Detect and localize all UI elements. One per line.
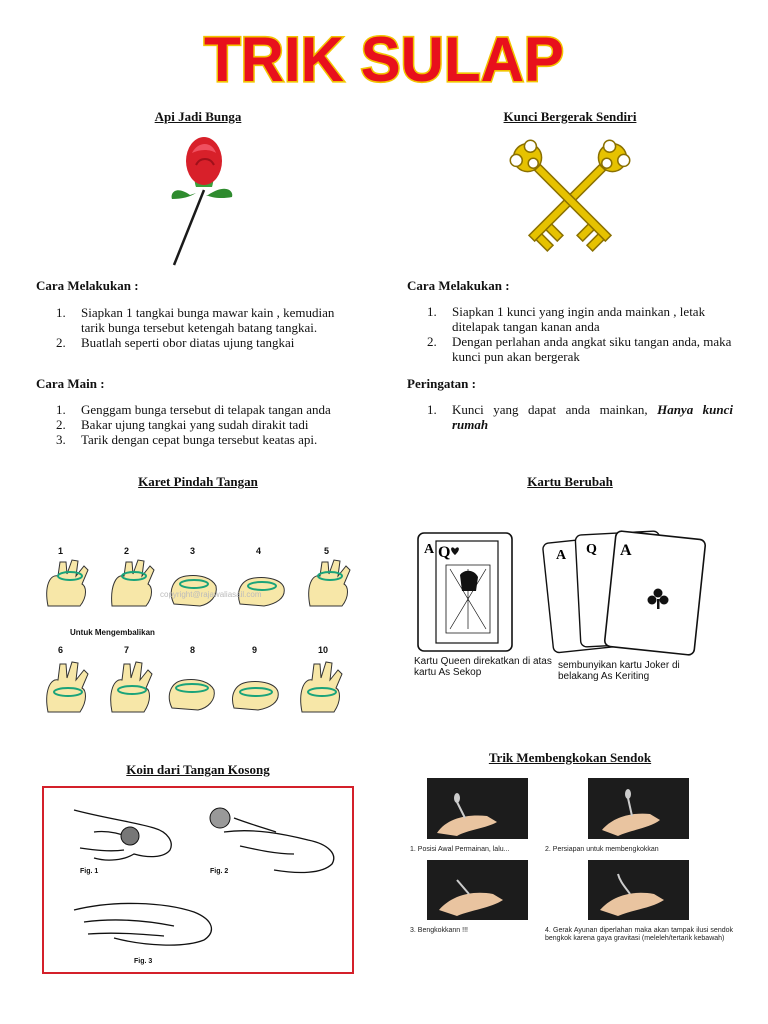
card-letter: A (620, 542, 632, 559)
peringatan-emphasis: Hanya kunci rumah (452, 402, 733, 432)
step-number: 8 (190, 645, 196, 655)
kunci-peringatan-list (407, 402, 733, 432)
list-item: 2. Dengan perlahan anda angkat siku tangan anda, maka kunci pun akan bergerak (427, 334, 732, 364)
section-heading-kunci: Kunci Bergerak Sendiri (503, 109, 637, 124)
card-letter: Q (438, 544, 451, 561)
list-item: 1. Siapkan 1 kunci yang ingin anda mainkan , letak ditelapak tangan kanan anda (427, 304, 706, 334)
section-heading-karet: Karet Pindah Tangan (138, 474, 258, 489)
list-item: 1. Siapkan 1 tangkai bunga mawar kain , kemudian tarik bunga tersebut ketengah batang tangkai. (56, 305, 335, 335)
step-number: 3 (190, 546, 196, 556)
list-item: 2. Buatlah seperti obor diatas ujung tangkai (56, 335, 295, 350)
list-item: 3. Tarik dengan cepat bunga tersebut keatas api. (56, 432, 318, 447)
card-letter: A (556, 548, 567, 563)
section-heading-api: Api Jadi Bunga (154, 109, 242, 124)
fig-label: Fig. 3 (134, 958, 153, 965)
list-item: 1. Kunci yang dapat anda mainkan, Hanya kunci rumah (427, 402, 733, 432)
api-cara-melakukan-list (36, 305, 346, 350)
step-number: 10 (318, 645, 329, 655)
coin-trick-figure (42, 786, 354, 974)
spoon-photo-3 (427, 860, 528, 920)
step-number: 6 (58, 645, 64, 655)
fig-label: Fig. 2 (210, 868, 229, 875)
playing-cards-image (410, 525, 710, 660)
return-label: Untuk Mengembalikan (70, 628, 155, 637)
rubber-band-steps-figure (40, 528, 358, 720)
spoon-photo-2 (588, 778, 689, 839)
step-number: 7 (124, 645, 130, 655)
api-cara-melakukan-label: Cara Melakukan : (36, 278, 139, 293)
api-cara-main-label: Cara Main : (36, 376, 105, 391)
kunci-cara-melakukan-label: Cara Melakukan : (407, 278, 510, 293)
kunci-cara-melakukan-list (407, 304, 733, 364)
page-title: TRIK SULAP (204, 24, 564, 96)
step-number: 9 (252, 645, 258, 655)
section-heading-koin: Koin dari Tangan Kosong (126, 762, 270, 777)
spoon-photo-1 (427, 778, 528, 839)
page-title-art (0, 22, 768, 102)
list-item: 1. Genggam bunga tersebut di telapak tangan anda (56, 402, 331, 417)
spoon-caption-4: 4. Gerak Ayunan diperlahan maka akan tampak ilusi sendok bengkok karena gaya gravitasi (meleleh/tertarik kebawah) (545, 927, 733, 942)
spoon-caption-2: 2. Persiapan untuk membengkokkan (545, 846, 659, 853)
api-cara-main-list (36, 402, 346, 447)
spoon-photo-4 (588, 860, 689, 920)
card-caption-right: sembunyikan kartu Joker di belakang As Keriting (558, 660, 680, 682)
spoon-caption-3: 3. Bengkokkann !!! (410, 927, 468, 934)
card-letter: A (424, 542, 435, 557)
crossed-keys-image (505, 130, 635, 270)
step-number: 1 (58, 546, 64, 556)
hand-row-top (40, 556, 358, 610)
card-caption-left: Kartu Queen direkatkan di atas kartu As Sekop (414, 656, 552, 678)
watermark-text: copyright@rajawaliasail.com (160, 590, 262, 599)
step-number: 4 (256, 546, 262, 556)
spoon-caption-1: 1. Posisi Awal Permainan, lalu... (410, 846, 510, 853)
section-heading-sendok: Trik Membengkokan Sendok (488, 750, 652, 765)
list-item: 2. Bakar ujung tangkai yang sudah dirakit tadi (56, 417, 309, 432)
step-number: 2 (124, 546, 130, 556)
kunci-peringatan-label: Peringatan : (407, 376, 476, 391)
fig-label: Fig. 1 (80, 868, 99, 875)
section-heading-kartu: Kartu Berubah (527, 474, 613, 489)
step-number: 5 (324, 546, 330, 556)
rose-image (168, 135, 240, 267)
hand-row-bottom (40, 656, 358, 716)
card-letter: Q (586, 542, 597, 557)
